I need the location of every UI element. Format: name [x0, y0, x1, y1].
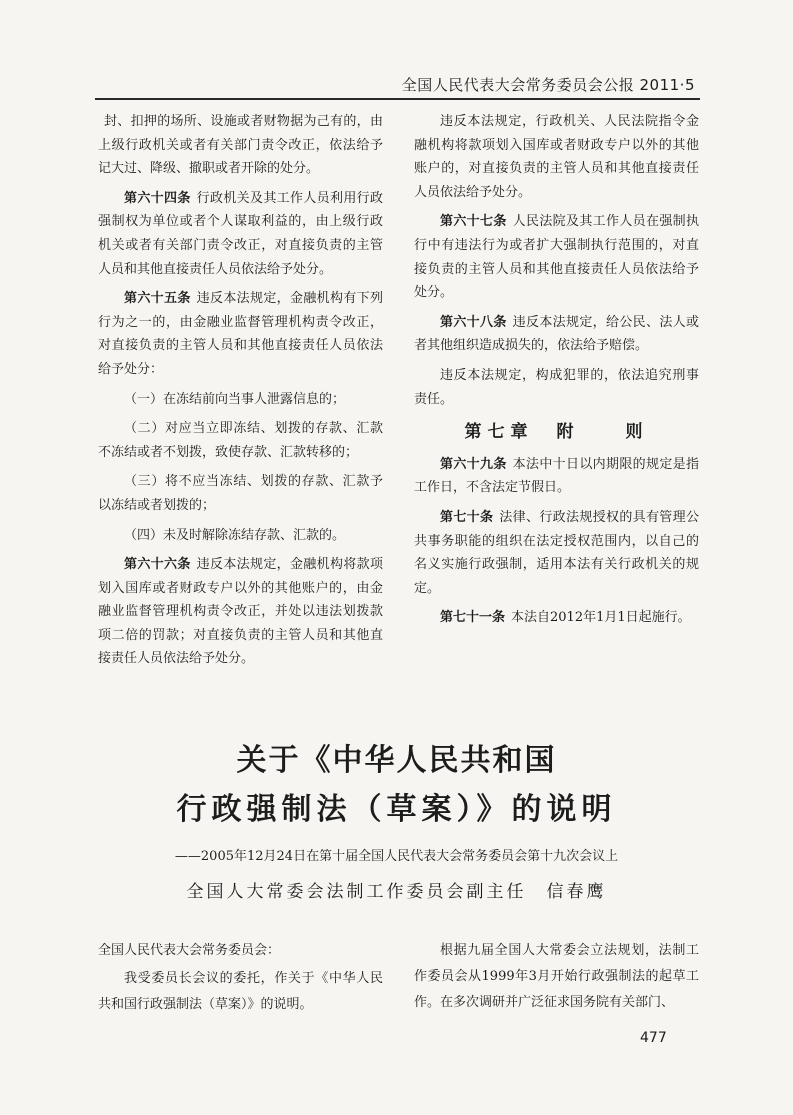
paragraph: 第六十六条 违反本法规定，金融机构将款项划入国库或者财政专户以外的其他账户的，由金融业监督管理机构责令改正，并处以违法划拨款项二倍的罚款；对直接负责的主管人员和其他直接责任人员依法给予处分。: [98, 557, 383, 667]
salutation: 全国人民代表大会常务委员会：: [98, 943, 281, 958]
article-label: 第六十九条: [440, 456, 507, 472]
article-label: 第七十条: [440, 509, 494, 525]
speaker-byline: 全国人大常委会法制工作委员会副主任 信春鹰: [186, 882, 607, 902]
paragraph: 我受委员长会议的委托，作关于《中华人民共和国行政强制法（草案）》的说明。: [98, 971, 383, 1012]
explanation-right-column: [414, 938, 699, 1018]
left-column: [98, 110, 383, 677]
explanation-title-line-2: 行政强制法（草案）》的说明: [176, 792, 617, 827]
right-column: [414, 110, 699, 636]
journal-header: 全国人民代表大会常务委员会公报 2011·5: [401, 76, 695, 94]
list-item: （三）将不应当冻结、划拨的存款、汇款予以冻结或者划拨的；: [98, 474, 383, 513]
paragraph: 根据九届全国人大常委会立法规划，法制工作委员会从1999年3月开始行政强制法的起草工作。在多次调研并广泛征求国务院有关部门、: [414, 943, 699, 1010]
list-item: （一）在冻结前向当事人泄露信息的；: [124, 391, 346, 407]
explanation-subtitle: ——2005年12月24日在第十届全国人民代表大会常务委员会第十九次会议上: [174, 849, 619, 864]
page-number: 477: [640, 1030, 667, 1046]
chapter-heading: 第七章 附 则: [464, 422, 649, 443]
paragraph: 违反本法规定，行政机关、人民法院指令金融机构将款项划入国库或者财政专户以外的其他账户的，对直接负责的主管人员和其他直接责任人员依法给予处分。: [414, 114, 699, 200]
article-label: 第六十八条: [440, 314, 507, 330]
paragraph: 第六十八条 违反本法规定，给公民、法人或者其他组织造成损失的，依法给予赔偿。: [414, 314, 699, 354]
paragraph: 第七十条 法律、行政法规授权的具有管理公共事务职能的组织在法定授权范围内，以自己的名义实施行政强制，适用本法有关行政机关的规定。: [414, 509, 699, 596]
paragraph: 第六十五条 违反本法规定，金融机构有下列行为之一的，由金融业监督管理机构责令改正，对直接负责的主管人员和其他直接责任人员依法给予处分：: [98, 291, 383, 377]
explanation-title-line-1: 关于《中华人民共和国: [236, 743, 557, 778]
paragraph: 第六十七条 人民法院及其工作人员在强制执行中有违法行为或者扩大强制执行范围的，对直接负责的主管人员和其他直接责任人员依法给予处分。: [414, 214, 699, 301]
article-label: 第六十七条: [440, 214, 507, 230]
paragraph: 第六十九条 本法中十日以内期限的规定是指工作日，不含法定节假日。: [414, 456, 699, 496]
paragraph: 违反本法规定，构成犯罪的，依法追究刑事责任。: [414, 367, 699, 407]
article-label: 第七十一条: [440, 610, 506, 626]
list-item: （二）对应当立即冻结、划拨的存款、汇款不冻结或者不划拨，致使存款、汇款转移的；: [98, 421, 383, 460]
paragraph: 第六十四条 行政机关及其工作人员利用行政强制权为单位或者个人谋取利益的，由上级行政机关或者有关部门责令改正，对直接负责的主管人员和其他直接责任人员依法给予处分。: [98, 190, 383, 277]
explanation-left-column: [98, 938, 383, 1020]
list-item: （四）未及时解除冻结存款、汇款的。: [124, 527, 346, 543]
paragraph: 第七十一条 本法自2012年1月1日起施行。: [440, 610, 691, 626]
article-label: 第六十四条: [124, 190, 191, 206]
article-label: 第六十六条: [124, 557, 191, 573]
article-label: 第六十五条: [124, 291, 191, 307]
paragraph: 封、扣押的场所、设施或者财物据为己有的，由上级行政机关或者有关部门责令改正，依法给予记大过、降级、撤职或者开除的处分。: [98, 114, 383, 177]
header-rule: [95, 98, 700, 100]
